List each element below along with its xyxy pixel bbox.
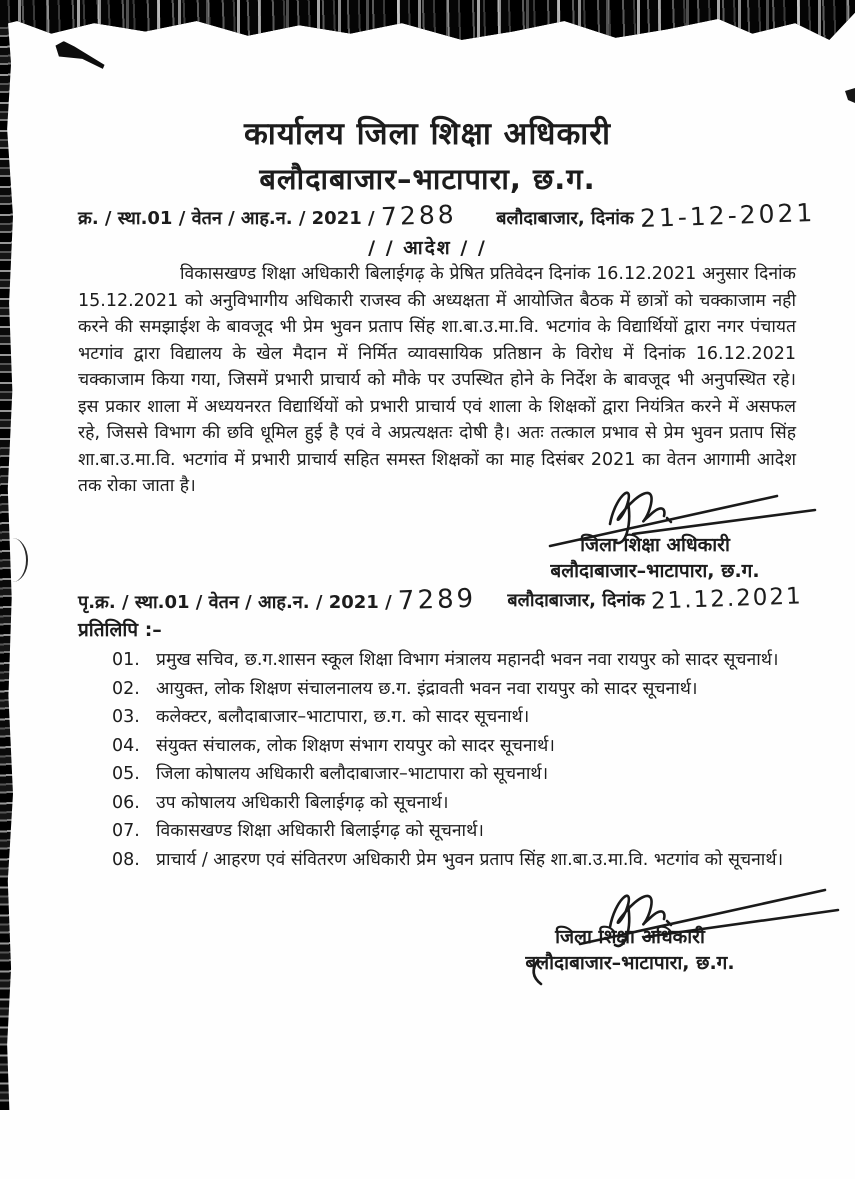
pen-flick-mark xyxy=(54,41,105,71)
list-item-number: 04. xyxy=(112,735,140,756)
reference-number xyxy=(78,201,456,230)
list-item-text: कलेक्टर, बलौदाबाजार–भाटापारा, छ.ग. को सादर सूचनार्थ। xyxy=(156,707,530,727)
signatory-designation: जिला शिक्षा अधिकारी xyxy=(555,926,705,948)
list-item-number: 07. xyxy=(112,821,140,841)
list-item-text: विकासखण्ड शिक्षा अधिकारी बिलाईगढ़ को सूचनार्थ। xyxy=(156,821,484,841)
list-item-text: संयुक्त संचालक, लोक शिक्षण संभाग रायपुर को सादर सूचनार्थ। xyxy=(156,735,555,756)
list-item-number: 02. xyxy=(112,678,140,699)
list-item xyxy=(112,761,784,788)
list-item xyxy=(112,704,784,731)
scan-artifact-top-strip xyxy=(0,0,855,42)
list-item-text: प्राचार्य / आहरण एवं संवितरण अधिकारी प्रेम भुवन प्रताप सिंह शा.बा.उ.मा.वि. भटगांव को सूचनार्थ। xyxy=(156,849,784,870)
office-subtitle: बलौदाबाजार–भाटापारा, छ.ग. xyxy=(259,162,596,196)
place-date-label: बलौदाबाजार, दिनांक xyxy=(496,208,634,229)
endorsement-reference-label: पृ.क्र. / स्था.01 / वेतन / आह.न. / 2021 / xyxy=(78,592,392,613)
reference-number-label: क्र. / स्था.01 / वेतन / आह.न. / 2021 / xyxy=(78,208,375,229)
list-item-number: 08. xyxy=(112,849,140,870)
list-item xyxy=(112,647,784,674)
list-item-number: 01. xyxy=(112,650,140,670)
list-item-number: 03. xyxy=(112,707,140,727)
list-item-text: प्रमुख सचिव, छ.ग.शासन स्कूल शिक्षा विभाग मंत्रालय महानदी भवन नवा रायपुर को सादर सूचनार्थ। xyxy=(156,650,779,670)
signatory-designation: जिला शिक्षा अधिकारी xyxy=(580,534,730,556)
copies-heading: प्रतिलिपि :– xyxy=(78,619,162,641)
office-title: कार्यालय जिला शिक्षा अधिकारी xyxy=(244,116,611,152)
list-item-text: उप कोषालय अधिकारी बिलाईगढ़ को सूचनार्थ। xyxy=(156,792,449,813)
endorsement-reference xyxy=(78,585,476,615)
signatory-office: बलौदाबाजार–भाटापारा, छ.ग. xyxy=(525,952,735,974)
list-item xyxy=(112,676,784,703)
signature-block-top xyxy=(505,482,805,614)
signature-place-date-label: बलौदाबाजार, दिनांक xyxy=(507,590,645,611)
scan-artifact-curve-mark xyxy=(6,538,28,582)
list-item-text: आयुक्त, लोक शिक्षण संचालनालय छ.ग. इंद्रावती भवन नवा रायपुर को सादर सूचनार्थ। xyxy=(156,678,698,699)
signature-block-bottom xyxy=(480,902,780,976)
signature-date-handwritten: 21.12.2021 xyxy=(650,583,804,615)
signatory-office: बलौदाबाजार–भाटापारा, छ.ग. xyxy=(550,560,760,582)
letterhead xyxy=(0,112,855,198)
order-heading: / / आदेश / / xyxy=(368,237,487,259)
list-item xyxy=(112,818,784,845)
order-body-paragraph: विकासखण्ड शिक्षा अधिकारी बिलाईगढ़ के प्रेषित प्रतिवेदन दिनांक 16.12.2021 अनुसार दिनांक 15.12.2021 को अनुविभागीय अधिकारी राजस्व की अध्यक्षता में आयोजित बैठक में छात्रों को चक्काजाम नही करने की समझाईश के बावजूद भी प्रेम भुवन प्रताप सिंह शा.बा.उ.मा.वि. भटगांव के विद्यार्थियों द्वारा नगर पंचायत भटगांव द्वारा विद्यालय के खेल मैदान में निर्मित व्यावसायिक प्रतिष्ठान के विरोध में दिनांक 16.12.2021 चक्काजाम किया गया, जिसमें प्रभारी प्राचार्य को मौके पर उपस्थित होने के निर्देश के बावजूद भी अनुपस्थित रहे। इस प्रकार शाला में अध्ययनरत विद्यार्थियों को प्रभारी प्राचार्य एवं शाला के शिक्षकों द्वारा नियंत्रित करने में असफल रहे, जिससे विभाग की छवि धूमिल हुई है एवं वे अप्रत्यक्षतः दोषी है। अतः तत्काल प्रभाव से प्रेम भुवन प्रताप सिंह शा.बा.उ.मा.वि. भटगांव में प्रभारी प्राचार्य सहित समस्त शिक्षकों का माह दिसंबर 2021 का वेतन आगामी आदेश तक रोका जाता है। xyxy=(78,264,796,496)
list-item-number: 06. xyxy=(112,792,140,813)
copies-list xyxy=(112,647,784,875)
scan-artifact-right-mark xyxy=(845,88,855,103)
list-item-text: जिला कोषालय अधिकारी बलौदाबाजार–भाटापारा को सूचनार्थ। xyxy=(156,764,549,784)
date-handwritten: 21-12-2021 xyxy=(639,197,816,234)
place-date xyxy=(496,197,816,234)
list-item-number: 05. xyxy=(112,764,140,784)
reference-number-handwritten: 7288 xyxy=(380,199,457,232)
endorsement-number-handwritten: 7289 xyxy=(397,583,477,617)
list-item xyxy=(112,733,784,760)
signature-place-date xyxy=(505,583,805,615)
list-item xyxy=(112,847,784,874)
reference-row xyxy=(78,197,816,234)
list-item xyxy=(112,790,784,817)
